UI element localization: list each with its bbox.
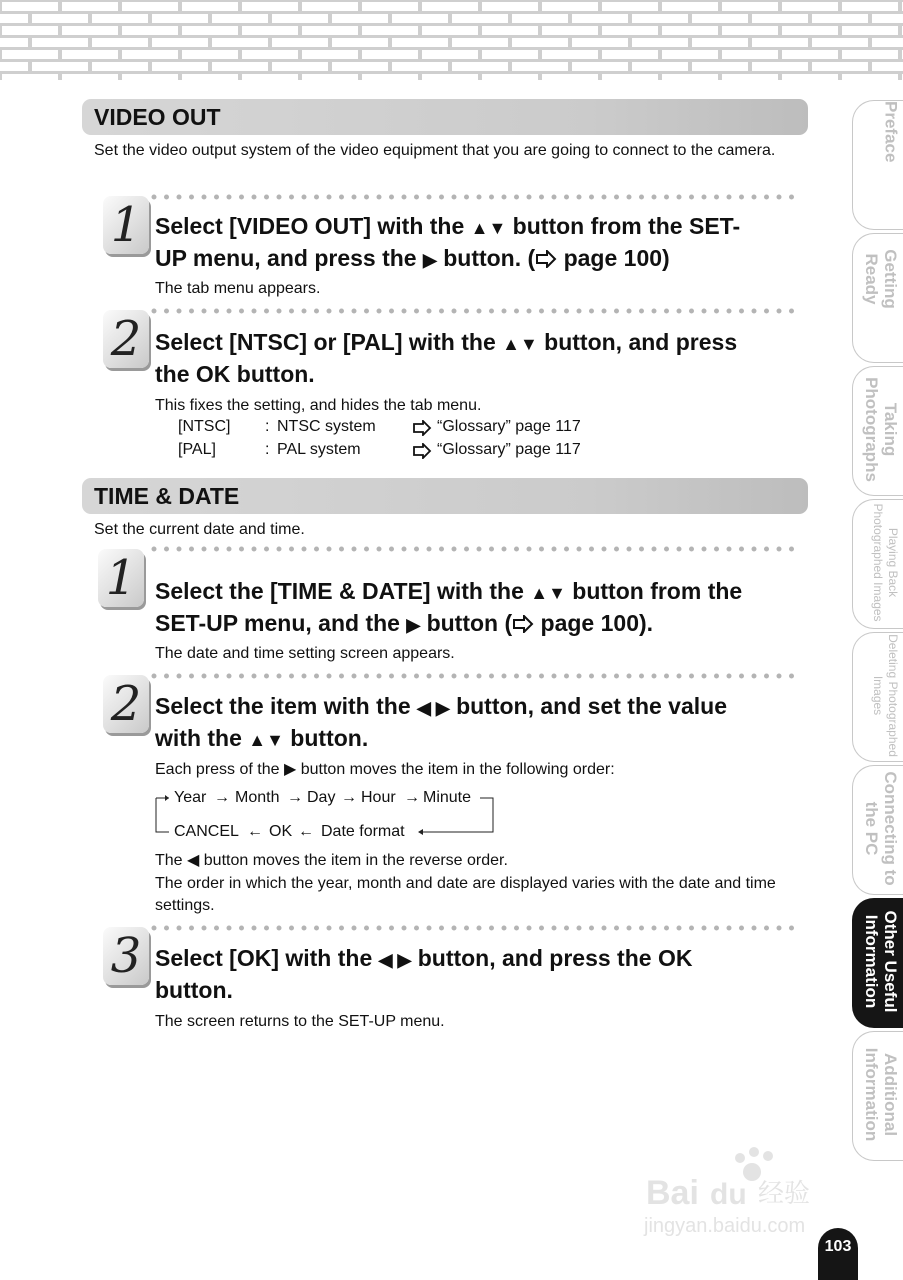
section-intro: Set the video output system of the video equipment that you are going to connect to the camera. bbox=[94, 142, 776, 159]
up-down-arrow-icon: ▲▼ bbox=[502, 334, 538, 354]
option-key: [NTSC] bbox=[178, 418, 231, 435]
section-title: TIME & DATE bbox=[94, 483, 240, 509]
page-number-badge: 103 bbox=[818, 1228, 858, 1280]
option-value: NTSC system bbox=[277, 418, 376, 435]
svg-text:jingyan.baidu.com: jingyan.baidu.com bbox=[644, 1215, 806, 1237]
flow-item: Minute bbox=[423, 789, 472, 806]
section-heading-video-out bbox=[82, 99, 808, 135]
flow-item: Day bbox=[307, 789, 336, 806]
side-tab-deleting[interactable]: Deleting Photographed Images bbox=[852, 632, 903, 762]
left-arrow-icon: ◀ bbox=[187, 852, 200, 869]
up-down-arrow-icon: ▲▼ bbox=[248, 730, 284, 750]
side-tab-connecting-pc[interactable]: Connecting to the PC bbox=[852, 765, 903, 895]
section-intro: Set the current date and time. bbox=[94, 521, 305, 538]
right-arrow-icon: ▶ bbox=[422, 250, 437, 270]
flow-arrow-icon: ← bbox=[247, 823, 263, 840]
page-reference-icon bbox=[412, 420, 432, 441]
glossary-link[interactable]: “Glossary” page 117 bbox=[437, 441, 581, 458]
step-title: Select [NTSC] or [PAL] with the ▲▼ button, and press the OK button. bbox=[155, 329, 738, 387]
dotted-divider bbox=[150, 924, 800, 932]
step-title: Select the [TIME & DATE] with the ▲▼ button from the SET-UP menu, and the ▶ button ( page 100). bbox=[155, 576, 805, 640]
flow-arrow-icon: → bbox=[214, 789, 230, 806]
step-number-badge: 2 bbox=[103, 310, 149, 368]
svg-text:Bai: Bai bbox=[646, 1174, 699, 1212]
right-arrow-icon: ▶ bbox=[406, 615, 421, 635]
step-number-badge: 1 bbox=[98, 549, 144, 607]
step-description: The screen returns to the SET-UP menu. bbox=[155, 1013, 445, 1030]
up-down-arrow-icon: ▲▼ bbox=[470, 218, 507, 238]
glossary-link[interactable]: “Glossary” page 117 bbox=[437, 418, 581, 435]
side-tab-playing-back[interactable]: Playing Back Photographed Images bbox=[852, 499, 903, 629]
header-brick-band bbox=[0, 0, 903, 80]
item-order-flow-diagram bbox=[155, 786, 500, 838]
page-reference-icon bbox=[535, 245, 557, 275]
left-right-arrow-icon: ◀ ▶ bbox=[378, 950, 412, 970]
section-heading-time-date bbox=[82, 478, 808, 514]
brick-pattern bbox=[0, 0, 903, 80]
page-reference-icon bbox=[412, 443, 432, 464]
section-title: VIDEO OUT bbox=[94, 104, 221, 130]
flow-item: CANCEL bbox=[174, 823, 239, 840]
page-reference-icon bbox=[512, 610, 534, 640]
flow-item: Year bbox=[174, 789, 207, 806]
step-description: This fixes the setting, and hides the tab menu. bbox=[155, 397, 482, 414]
step-number-badge: 3 bbox=[103, 927, 149, 985]
step-description: Each press of the ▶ button moves the item in the following order: bbox=[155, 761, 615, 778]
step-title: Select the item with the ◀ ▶ button, and set the value with the ▲▼ button. bbox=[155, 693, 727, 751]
flow-arrow-icon: → bbox=[404, 789, 420, 806]
dotted-divider bbox=[150, 672, 800, 680]
step-number-badge: 1 bbox=[103, 196, 149, 254]
flow-item: OK bbox=[269, 823, 293, 840]
step-description: The tab menu appears. bbox=[155, 280, 321, 297]
side-tab-additional-information[interactable]: Additional Information bbox=[852, 1031, 903, 1161]
step-note: The ◀ button moves the item in the reverse order. bbox=[155, 852, 508, 869]
side-tab-preface[interactable]: Preface bbox=[852, 100, 903, 230]
dotted-divider bbox=[150, 307, 800, 315]
left-right-arrow-icon: ◀ ▶ bbox=[417, 698, 450, 718]
svg-text:经验: 经验 bbox=[758, 1179, 811, 1209]
side-tab-getting-ready[interactable]: Getting Ready bbox=[852, 233, 903, 363]
step-description: The date and time setting screen appears. bbox=[155, 645, 455, 662]
flow-item: Month bbox=[235, 789, 280, 806]
dotted-divider bbox=[150, 545, 800, 553]
side-tab-taking-photographs[interactable]: Taking Photographs bbox=[852, 366, 903, 496]
flow-arrow-icon: → bbox=[341, 789, 357, 806]
step-title: Select [VIDEO OUT] with the ▲▼ button from the SET- UP menu, and press the ▶ button. ( page 100) bbox=[155, 211, 805, 275]
right-arrow-icon: ▶ bbox=[283, 761, 297, 778]
step-note: The order in which the year, month and date are displayed varies with the date and time settings. bbox=[155, 875, 776, 914]
side-tab-other-useful-information[interactable]: Other Useful Information bbox=[852, 898, 903, 1028]
option-value: PAL system bbox=[277, 441, 361, 458]
flow-item: Hour bbox=[361, 789, 396, 806]
option-key: [PAL] bbox=[178, 441, 216, 458]
dotted-divider bbox=[150, 193, 800, 201]
flow-arrow-icon: → bbox=[287, 789, 303, 806]
option-separator: : bbox=[265, 418, 270, 435]
option-separator: : bbox=[265, 441, 270, 458]
step-title: Select [OK] with the ◀ ▶ button, and press the OK button. bbox=[155, 945, 693, 1003]
up-down-arrow-icon: ▲▼ bbox=[530, 583, 566, 603]
svg-text:du: du bbox=[710, 1178, 747, 1211]
flow-item: Date format bbox=[321, 823, 405, 840]
flow-arrow-icon: ← bbox=[298, 823, 314, 840]
step-number-badge: 2 bbox=[103, 675, 149, 733]
watermark-logo bbox=[640, 1140, 840, 1240]
